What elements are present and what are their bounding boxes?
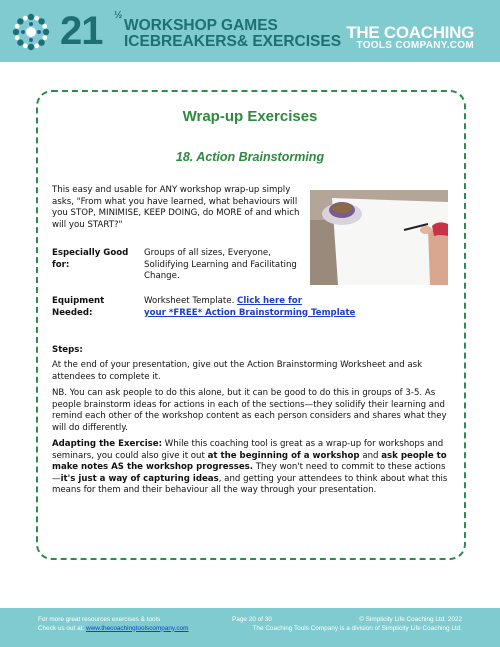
equipment-label: Equipment Needed: (52, 296, 105, 318)
good-for-label: Especially Good for: (52, 248, 129, 270)
step-2-text: NB. You can ask people to do this alone, but it can be good to do this in groups of 3-5. As people brainstorm ideas for actions in each of the sections—they solidify their learning and remind each other of the workshop content as each person considers and shares what they will do differently. (52, 388, 447, 433)
footer-website-link[interactable]: www.thecoachingtoolscompany.com (85, 624, 189, 632)
adapting-paragraph: Adapting the Exercise: While this coaching tool is great as a wrap-up for workshops and seminars, you could also give it out at the beginning of a workshop and ask people to make notes AS the workshop progresses. They won't need to commit to these actions—it's just a way of capturing ideas, and getting your attendees to think about what this means for them and their behaviour all the way through your presentation. (52, 439, 448, 495)
equipment-value (144, 296, 374, 319)
brand-name-line-1: THE COACHING (346, 23, 474, 42)
good-for-value: Groups of all sizes, Everyone, Solidifying Learning and Facilitating Change. (144, 248, 297, 281)
footer-left (38, 616, 189, 633)
section-title: Wrap-up Exercises (182, 108, 318, 125)
equipment-text: Worksheet Template. (144, 296, 238, 306)
division-text: The Coaching Tools Company is a division of Simplicity Life Coaching Ltd. (252, 624, 462, 632)
header-number: 21 (60, 9, 103, 53)
header-band (0, 0, 500, 62)
exercise-title: 18. Action Brainstorming (175, 150, 325, 164)
intro-text: This easy and usable for ANY workshop wrap-up simply asks, "From what you have learned, what behaviours will you STOP, MINIMISE, KEEP DOING, do MORE of and which will you START?" (52, 185, 300, 230)
step-1-text: At the end of your presentation, give out the Action Brainstorming Worksheet and ask attendees to complete it. (52, 360, 423, 382)
footer-resources-text: For more great resources exercises & tools (38, 616, 161, 623)
page-number: Page 20 of 30 (232, 616, 272, 623)
burst-logo-icon (10, 11, 52, 53)
footer-band (0, 608, 500, 647)
writing-photo (310, 190, 448, 285)
copyright-text: © Simplicity Life Coaching Ltd. 2022 (359, 616, 462, 623)
header-fraction: ½ (114, 10, 123, 21)
template-link-line-2[interactable]: your *FREE* Action Brainstorming Template (144, 307, 356, 318)
header-tagline-2: ICEBREAKERS& EXERCISES (124, 33, 342, 50)
template-link-line-1[interactable]: Click here for (237, 296, 302, 306)
adapting-label: Adapting the Exercise: (52, 439, 163, 449)
footer-checkus-text: Check us out at: www.thecoachingtoolscompany.com (38, 624, 189, 632)
brand-name-line-2: TOOLS COMPANY.COM (356, 40, 474, 51)
steps-heading: Steps: (52, 345, 83, 355)
header-tagline-1: WORKSHOP GAMES (124, 17, 278, 34)
footer-right (253, 616, 462, 633)
